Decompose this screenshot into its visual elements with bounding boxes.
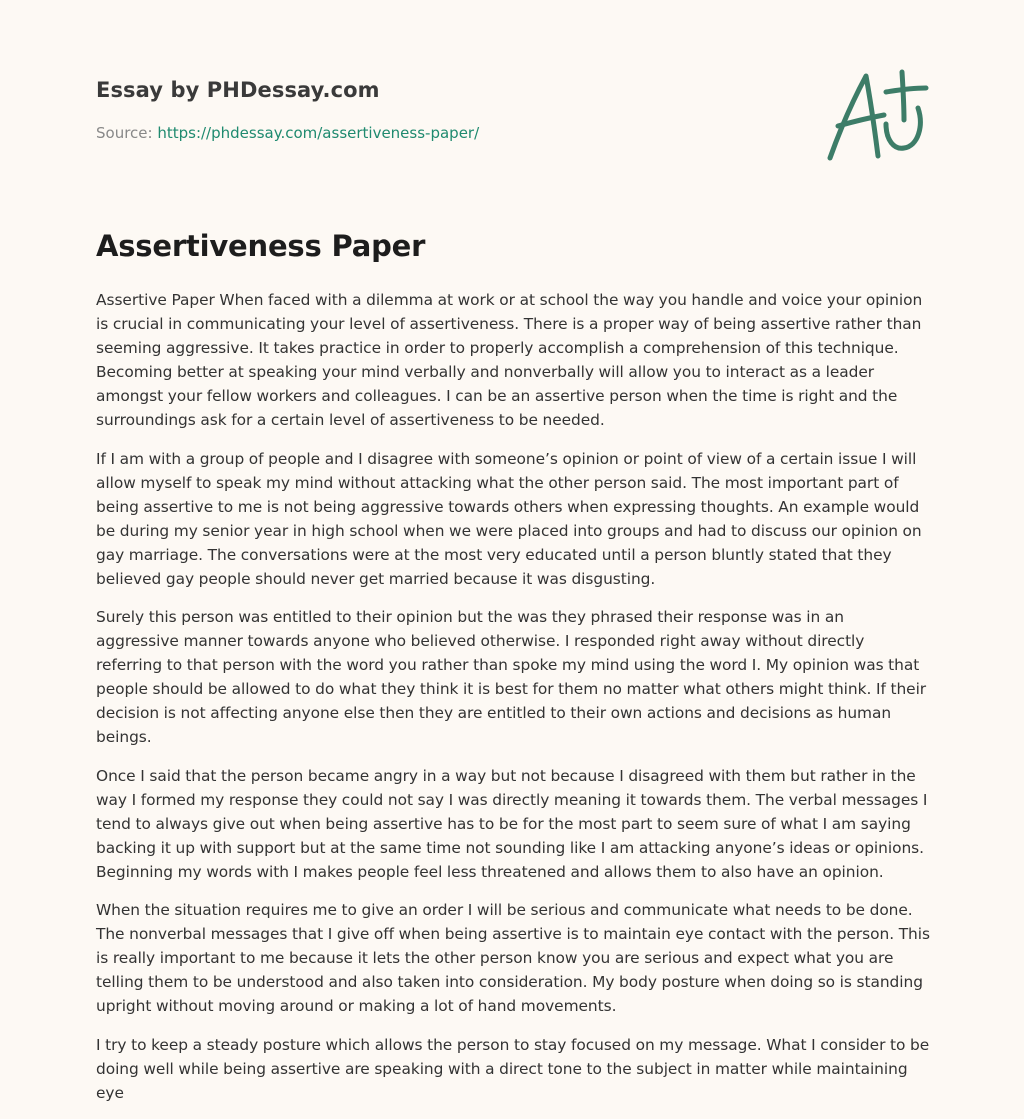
essay-paragraph: I try to keep a steady posture which allows the person to stay focused on my message. What I consider to be doing well while being assertive are speaking with a direct tone to the subject in matter while maintaining eye xyxy=(96,1035,930,1102)
source-label: Source: xyxy=(96,124,158,142)
essay-title: Assertiveness Paper xyxy=(96,229,426,263)
essay-paragraph: When the situation requires me to give an order I will be serious and communicate what needs to be done. The nonverbal messages that I give off when being assertive is to maintain eye contact with the person. This is really important to me because it lets the other person know you are serious and expect what you are telling them to be understood and also taken into consideration. My body posture when doing so is standing upright without moving around or making a lot of hand movements. xyxy=(96,901,930,1015)
site-title: Essay by PHDessay.com xyxy=(96,78,380,102)
a-plus-logo-icon xyxy=(826,68,930,164)
source-line xyxy=(96,124,479,142)
essay-paragraph: Assertive Paper When faced with a dilemma at work or at school the way you handle and voice your opinion is crucial in communicating your level of assertiveness. There is a proper way of being assertive rather than seeming aggressive. It takes practice in order to properly accomplish a comprehension of this technique. Becoming better at speaking your mind verbally and nonverbally will allow you to interact as a leader amongst your fellow workers and colleagues. I can be an assertive person when the time is right and the surroundings ask for a certain level of assertiveness to be needed. xyxy=(96,291,923,429)
essay-paragraph: Surely this person was entitled to their opinion but the was they phrased their response was in an aggressive manner towards anyone who believed otherwise. I responded right away without directly referring to that person with the word you rather than spoke my mind using the word I. My opinion was that people should be allowed to do what they think it is best for them no matter what others might think. If their decision is not affecting anyone else then they are entitled to their own actions and decisions as human beings. xyxy=(96,608,927,746)
essay-paragraph: Once I said that the person became angry in a way but not because I disagreed with them but rather in the way I formed my response they could not say I was directly meaning it towards them. The verbal messages I tend to always give out when being assertive has to be for the most part to seem sure of what I am saying backing it up with support but at the same time not sounding like I am attacking anyone’s ideas or opinions. Beginning my words with I makes people feel less threatened and allows them to also have an opinion. xyxy=(96,766,928,881)
page-header xyxy=(96,72,928,172)
essay-content xyxy=(96,226,930,1119)
essay-paragraph: If I am with a group of people and I disagree with someone’s opinion or point of view of a certain issue I will allow myself to speak my mind without attacking what the other person said. The most important part of being assertive to me is not being aggressive towards others when expressing thoughts. An example would be during my senior year in high school when we were placed into groups and had to discuss our opinion on gay marriage. The conversations were at the most very educated until a person bluntly stated that they believed gay people should never get married because it was disgusting. xyxy=(96,449,922,588)
source-link[interactable]: https://phdessay.com/assertiveness-paper/ xyxy=(157,124,480,142)
